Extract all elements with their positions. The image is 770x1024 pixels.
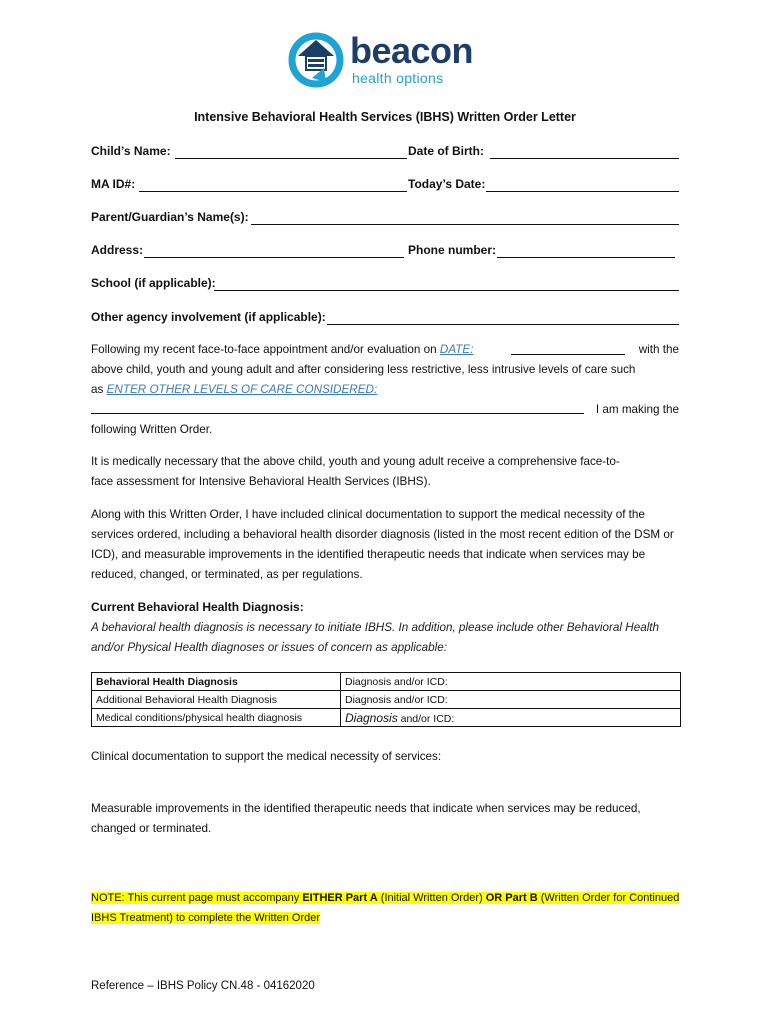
address-field[interactable] (144, 257, 404, 258)
table-row (92, 691, 681, 709)
table-cell-label: Medical conditions/physical health diagnosis (92, 709, 341, 727)
child-name-field[interactable] (175, 158, 407, 159)
note-part-a: EITHER Part A (302, 892, 378, 904)
other-agency-label: Other agency involvement (if applicable): (91, 310, 326, 324)
table-cell-value-rest: and/or ICD: (397, 712, 455, 725)
part-note (91, 888, 681, 928)
table-cell-label: Additional Behavioral Health Diagnosis (92, 691, 341, 709)
diagnosis-heading: Current Behavioral Health Diagnosis: (91, 600, 304, 614)
logo-brand-text: beacon (350, 30, 474, 71)
today-date-field[interactable] (486, 191, 679, 192)
ma-id-field[interactable] (139, 191, 407, 192)
today-date-label: Today’s Date: (408, 177, 486, 191)
table-row (92, 673, 681, 691)
phone-field[interactable] (497, 257, 675, 258)
order-text-5: I am making the (595, 403, 679, 416)
clinical-documentation-label: Clinical documentation to support the medical necessity of services: (91, 750, 442, 763)
documentation-paragraph: Along with this Written Order, I have included clinical documentation to support the medical necessity of the services ordered, including a behavioral health disorder diagnosis (listed in the most recent edition of the DSM or ICD), and measurable improvements in the identified therapeutic needs that indicate when services may be reduced, changed, or terminated, as per regulations. (91, 508, 674, 581)
address-label: Address: (91, 243, 144, 257)
beacon-logo (286, 30, 496, 90)
note-text-3: (Written Order for Continued IBHS Treatment) to complete the Written Order (91, 892, 680, 924)
other-agency-field[interactable] (327, 324, 679, 325)
dob-field[interactable] (490, 158, 679, 159)
diagnosis-table (91, 672, 681, 727)
table-cell-value[interactable]: Diagnosis and/or ICD: (341, 673, 681, 691)
note-part-b: OR Part B (485, 892, 538, 904)
order-text-2: with the (638, 343, 679, 356)
child-name-label: Child’s Name: (91, 144, 171, 158)
order-text-6: following Written Order. (91, 423, 213, 436)
note-text-1: NOTE: This current page must accompany (91, 892, 303, 904)
school-label: School (if applicable): (91, 276, 216, 290)
table-cell-label: Behavioral Health Diagnosis (92, 673, 341, 691)
note-text-2: (Initial Written Order) (377, 892, 486, 904)
levels-of-care-placeholder[interactable]: ENTER OTHER LEVELS OF CARE CONSIDERED: (106, 383, 378, 396)
order-text-3: above child, youth and young adult and after considering less restrictive, less intrusive levels of care such (91, 363, 636, 376)
footer-reference: Reference – IBHS Policy CN.48 - 04162020 (91, 980, 315, 992)
table-cell-value[interactable]: Diagnosis and/or ICD: (341, 691, 681, 709)
guardian-label: Parent/Guardian’s Name(s): (91, 210, 249, 224)
order-date-field[interactable] (511, 354, 625, 355)
document-title: Intensive Behavioral Health Services (IBHS) Written Order Letter (194, 110, 576, 124)
measurable-improvements-label: Measurable improvements in the identified therapeutic needs that indicate when services may be reduced, changed or terminated. (91, 802, 641, 835)
guardian-field[interactable] (251, 224, 679, 225)
beacon-house-icon (286, 30, 346, 90)
order-text-1: Following my recent face-to-face appointment and/or evaluation on (91, 343, 437, 356)
table-cell-value[interactable] (341, 709, 681, 727)
dob-label: Date of Birth: (408, 144, 484, 158)
ma-id-label: MA ID#: (91, 177, 136, 191)
phone-label: Phone number: (408, 243, 497, 257)
medical-necessity-paragraph: It is medically necessary that the above child, youth and young adult receive a comprehensive face-to-face assessment for Intensive Behavioral Health Services (IBHS). (91, 455, 620, 488)
diagnosis-note: A behavioral health diagnosis is necessary to initiate IBHS. In addition, please include other Behavioral Health and/or Physical Health diagnoses or issues of concern as applicable: (91, 621, 660, 654)
levels-of-care-field[interactable] (91, 413, 584, 414)
school-field[interactable] (214, 290, 679, 291)
order-paragraph (91, 340, 679, 440)
table-row (92, 709, 681, 727)
logo-tagline: health options (352, 70, 444, 86)
order-text-4: as (91, 383, 104, 396)
table-cell-value-italic: Diagnosis (345, 710, 398, 725)
date-placeholder[interactable]: DATE: (439, 343, 474, 356)
